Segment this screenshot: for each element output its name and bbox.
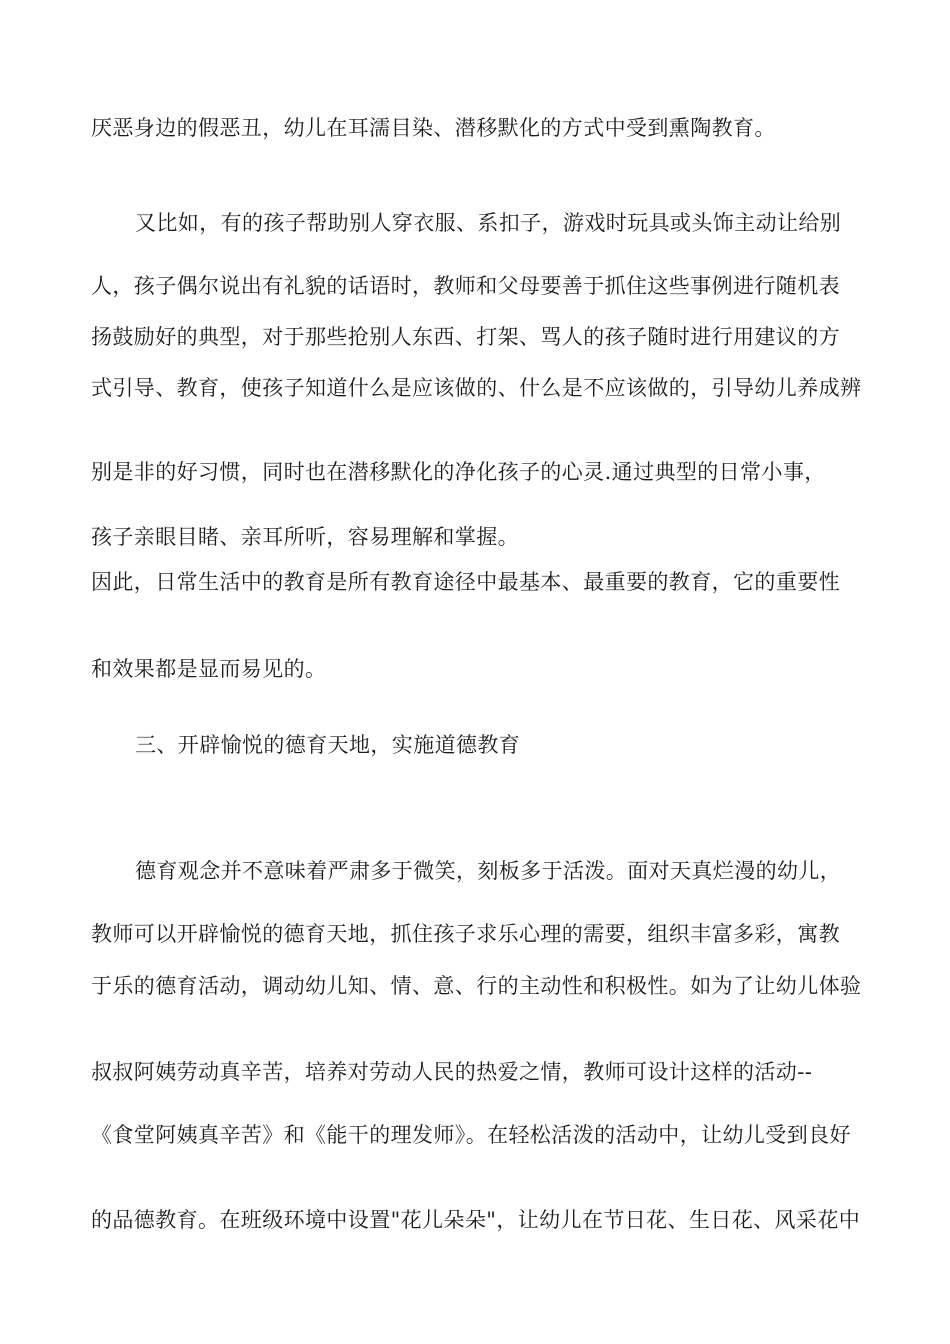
text-line-9: 和效果都是显而易见的。 (91, 657, 327, 681)
text-line-5: 式引导、教育，使孩子知道什么是应该做的、什么是不应该做的，引导幼儿养成辨 (91, 376, 861, 400)
text-line-15: 《食堂阿姨真辛苦》和《能干的理发师》。在轻松活泼的活动中，让幼儿受到良好 (91, 1123, 851, 1147)
text-line-13: 于乐的德育活动，调动幼儿知、情、意、行的主动性和积极性。如为了让幼儿体验 (91, 974, 861, 998)
text-line-16: 的品德教育。在班级环境中设置"花儿朵朵"，让幼儿在节日花、生日花、风采花中 (91, 1208, 861, 1232)
text-line-14: 叔叔阿姨劳动真辛苦，培养对劳动人民的热爱之情，教师可设计这样的活动-- (91, 1060, 813, 1084)
text-line-8: 因此，日常生活中的教育是所有教育途径中最基本、最重要的教育，它的重要性 (91, 570, 840, 594)
text-line-1: 厌恶身边的假恶丑，幼儿在耳濡目染、潜移默化的方式中受到熏陶教育。 (91, 116, 776, 140)
section-heading: 三、开辟愉悦的德育天地，实施道德教育 (135, 733, 521, 757)
text-line-3: 人，孩子偶尔说出有礼貌的话语时，教师和父母要善于抓住这些事例进行随机表 (91, 274, 840, 298)
text-line-2: 又比如，有的孩子帮助别人穿衣服、系扣子，游戏时玩具或头饰主动让给别 (135, 211, 842, 235)
text-line-6: 别是非的好习惯，同时也在潜移默化的净化孩子的心灵.通过典型的日常小事， (91, 460, 826, 484)
text-line-4: 扬鼓励好的典型，对于那些抢别人东西、打架、骂人的孩子随时进行用建议的方 (91, 325, 840, 349)
text-line-7: 孩子亲眼目睹、亲耳所听，容易理解和掌握。 (91, 525, 519, 549)
text-line-11: 德育观念并不意味着严肃多于微笑，刻板多于活泼。面对天真烂漫的幼儿， (135, 859, 842, 883)
text-line-12: 教师可以开辟愉悦的德育天地，抓住孩子求乐心理的需要，组织丰富多彩，寓教 (91, 922, 840, 946)
